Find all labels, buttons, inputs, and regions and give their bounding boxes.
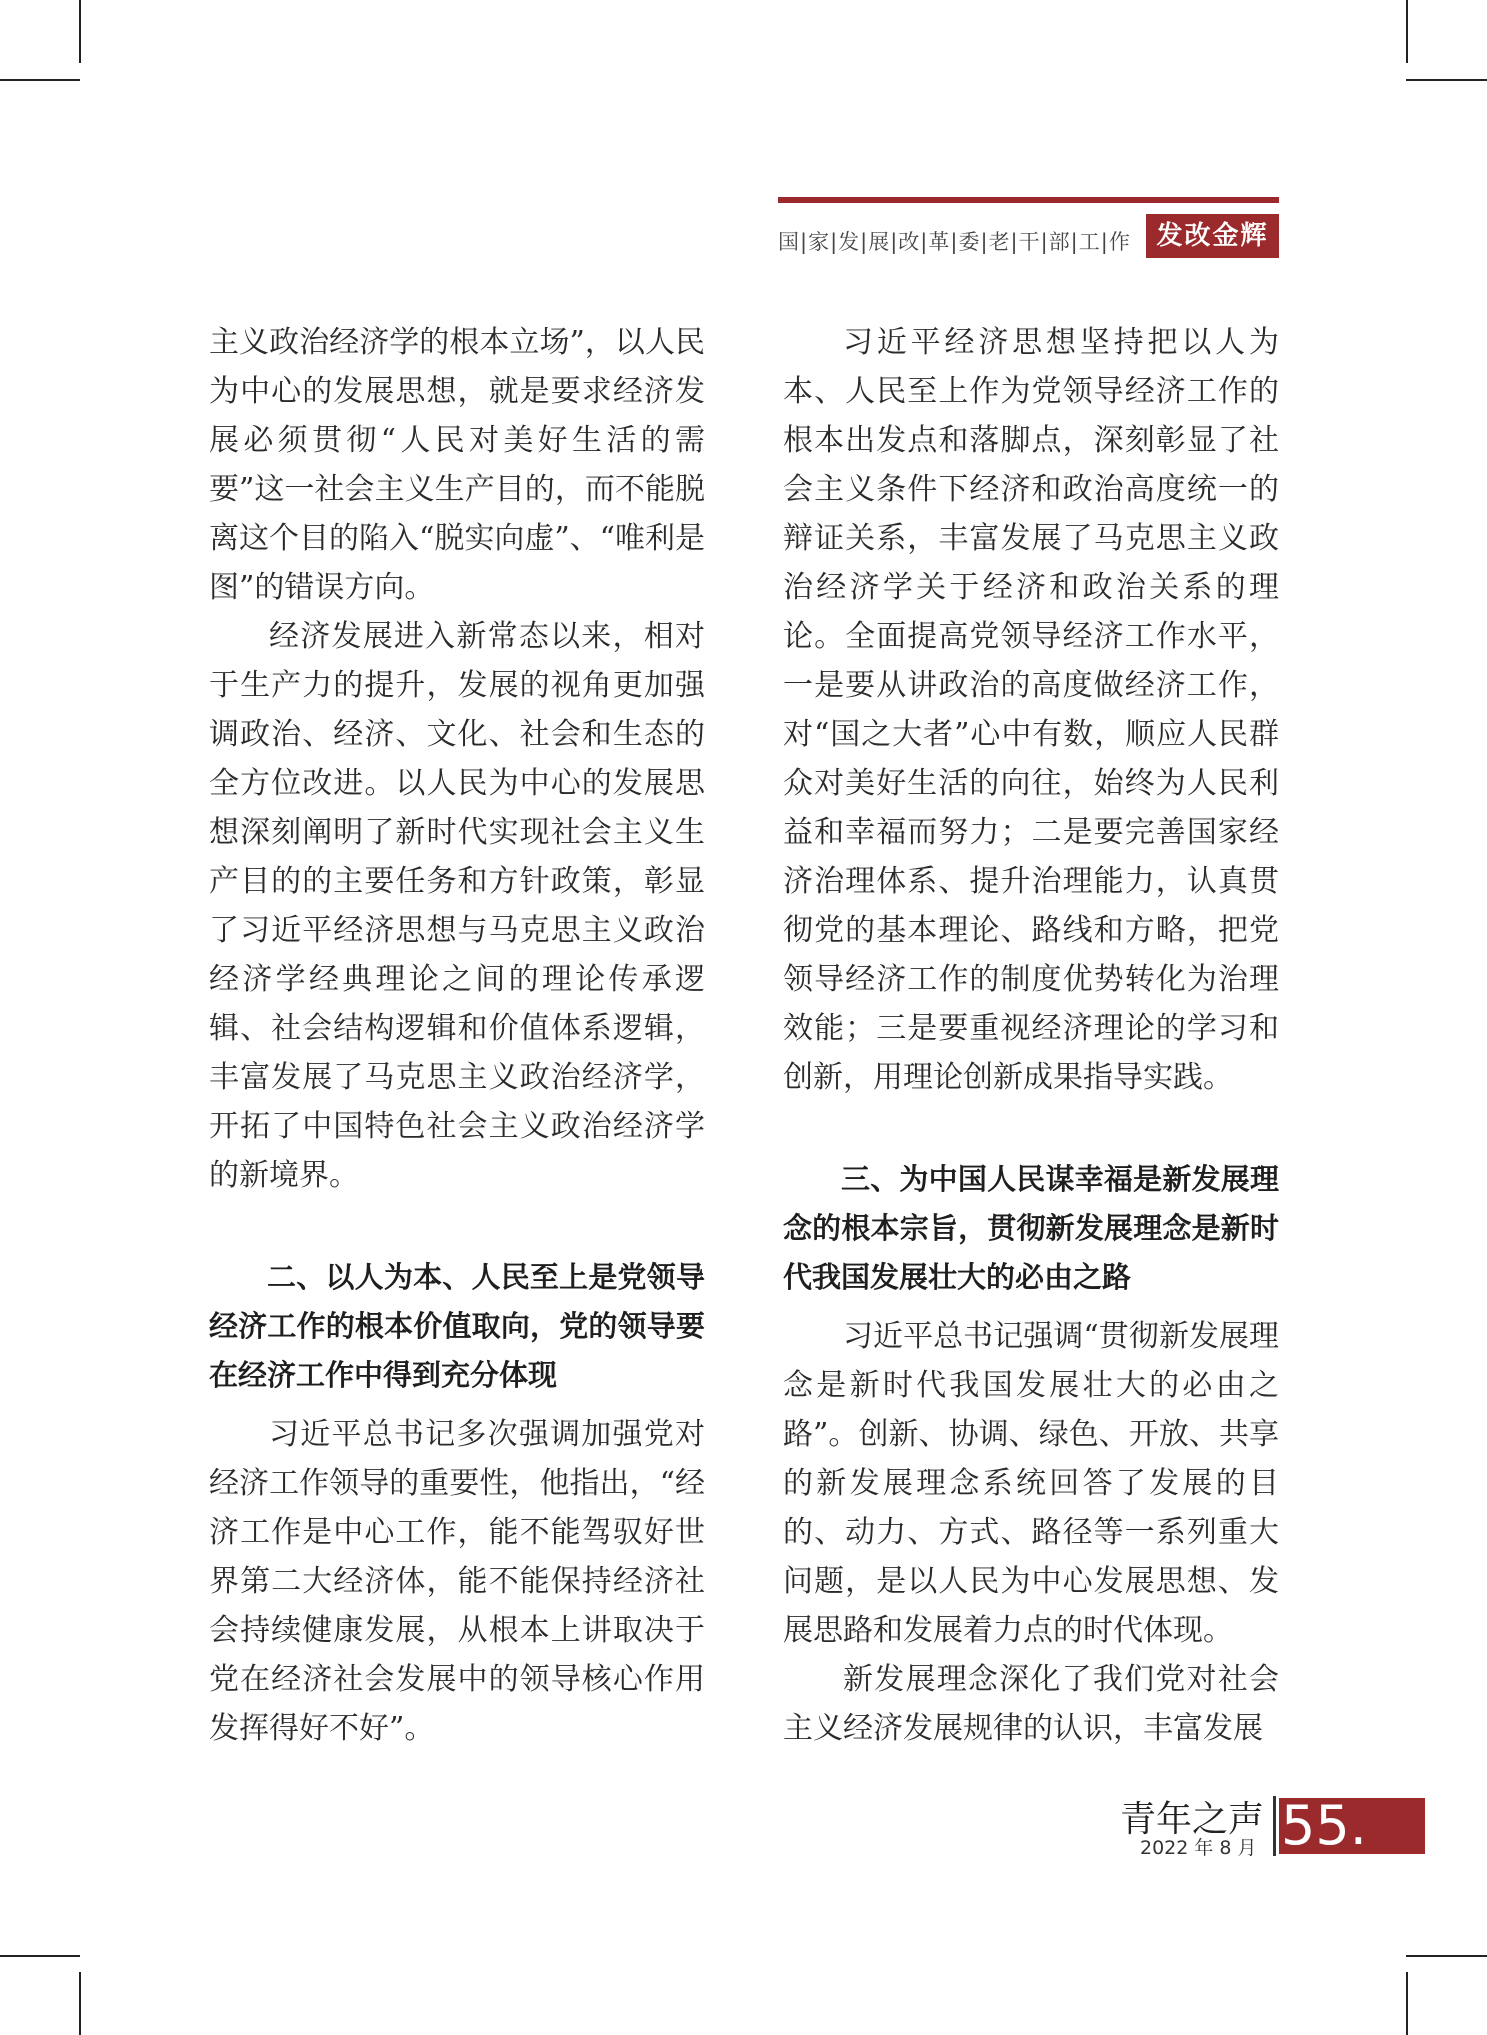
left-column (209, 318, 705, 1753)
paragraph: 习近平经济思想坚持把以人为本、人民至上作为党领导经济工作的根本出发点和落脚点，深刻彰显了社会主义条件下经济和政治高度统一的辩证关系，丰富发展了马克思主义政治经济学关于经济和政治关系的理论。全面提高党领导经济工作水平，一是要从讲政治的高度做经济工作，对“国之大者”心中有数，顺应人民群众对美好生活的向往，始终为人民利益和幸福而努力；二是要完善国家经济治理体系、提升治理能力，认真贯彻党的基本理论、路线和方略，把党领导经济工作的制度优势转化为治理效能；三是要重视经济理论的学习和创新，用理论创新成果指导实践。 (783, 325, 1279, 1095)
crop-mark (1406, 1955, 1487, 1957)
crop-mark (1406, 0, 1408, 63)
footer-divider (1273, 1796, 1276, 1856)
section-heading: 二、以人为本、人民至上是党领导经济工作的根本价值取向，党的领导要在经济工作中得到充分体现 (209, 1260, 705, 1392)
crop-mark (79, 1972, 81, 2035)
header-badge: 发改金辉 (1146, 214, 1279, 258)
right-column (783, 318, 1279, 1753)
section-heading: 三、为中国人民谋幸福是新发展理念的根本宗旨，贯彻新发展理念是新时代我国发展壮大的必由之路 (783, 1162, 1279, 1294)
paragraph: 主义政治经济学的根本立场”，以人民为中心的发展思想，就是要求经济发展必须贯彻“人民对美好生活的需要”这一社会主义生产目的，而不能脱离这个目的陷入“脱实向虚”、“唯利是图”的错误方向。 (209, 325, 706, 605)
magazine-title: 青年之声 (1120, 1799, 1265, 1840)
crop-mark (0, 79, 80, 81)
paragraph: 习近平总书记多次强调加强党对经济工作领导的重要性，他指出，“经济工作是中心工作，能不能驾驭好世界第二大经济体，能不能保持经济社会持续健康发展，从根本上讲取决于党在经济社会发展中的领导核心作用发挥得好不好”。 (209, 1417, 705, 1746)
header-org-name: 国|家|发|展|改|革|委|老|干|部|工|作 (778, 230, 1131, 254)
issue-date: 2022 年 8 月 (1140, 1837, 1257, 1859)
crop-mark (79, 0, 81, 63)
paragraph: 经济发展进入新常态以来，相对于生产力的提升，发展的视角更加强调政治、经济、文化、社会和生态的全方位改进。以人民为中心的发展思想深刻阐明了新时代实现社会主义生产目的的主要任务和方针政策，彰显了习近平经济思想与马克思主义政治经济学经典理论之间的理论传承逻辑、社会结构逻辑和价值体系逻辑，丰富发展了马克思主义政治经济学，开拓了中国特色社会主义政治经济学的新境界。 (209, 619, 705, 1193)
crop-mark (0, 1955, 80, 1957)
page-number: 55. (1279, 1798, 1425, 1854)
crop-mark (1406, 1972, 1408, 2035)
paragraph: 新发展理念深化了我们党对社会主义经济发展规律的认识，丰富发展 (783, 1662, 1279, 1746)
paragraph: 习近平总书记强调“贯彻新发展理念是新时代我国发展壮大的必由之路”。创新、协调、绿色、开放、共享的新发展理念系统回答了发展的目的、动力、方式、路径等一系列重大问题，是以人民为中心发展思想、发展思路和发展着力点的时代体现。 (783, 1319, 1279, 1648)
crop-mark (1406, 79, 1487, 81)
header-rule (778, 197, 1279, 203)
